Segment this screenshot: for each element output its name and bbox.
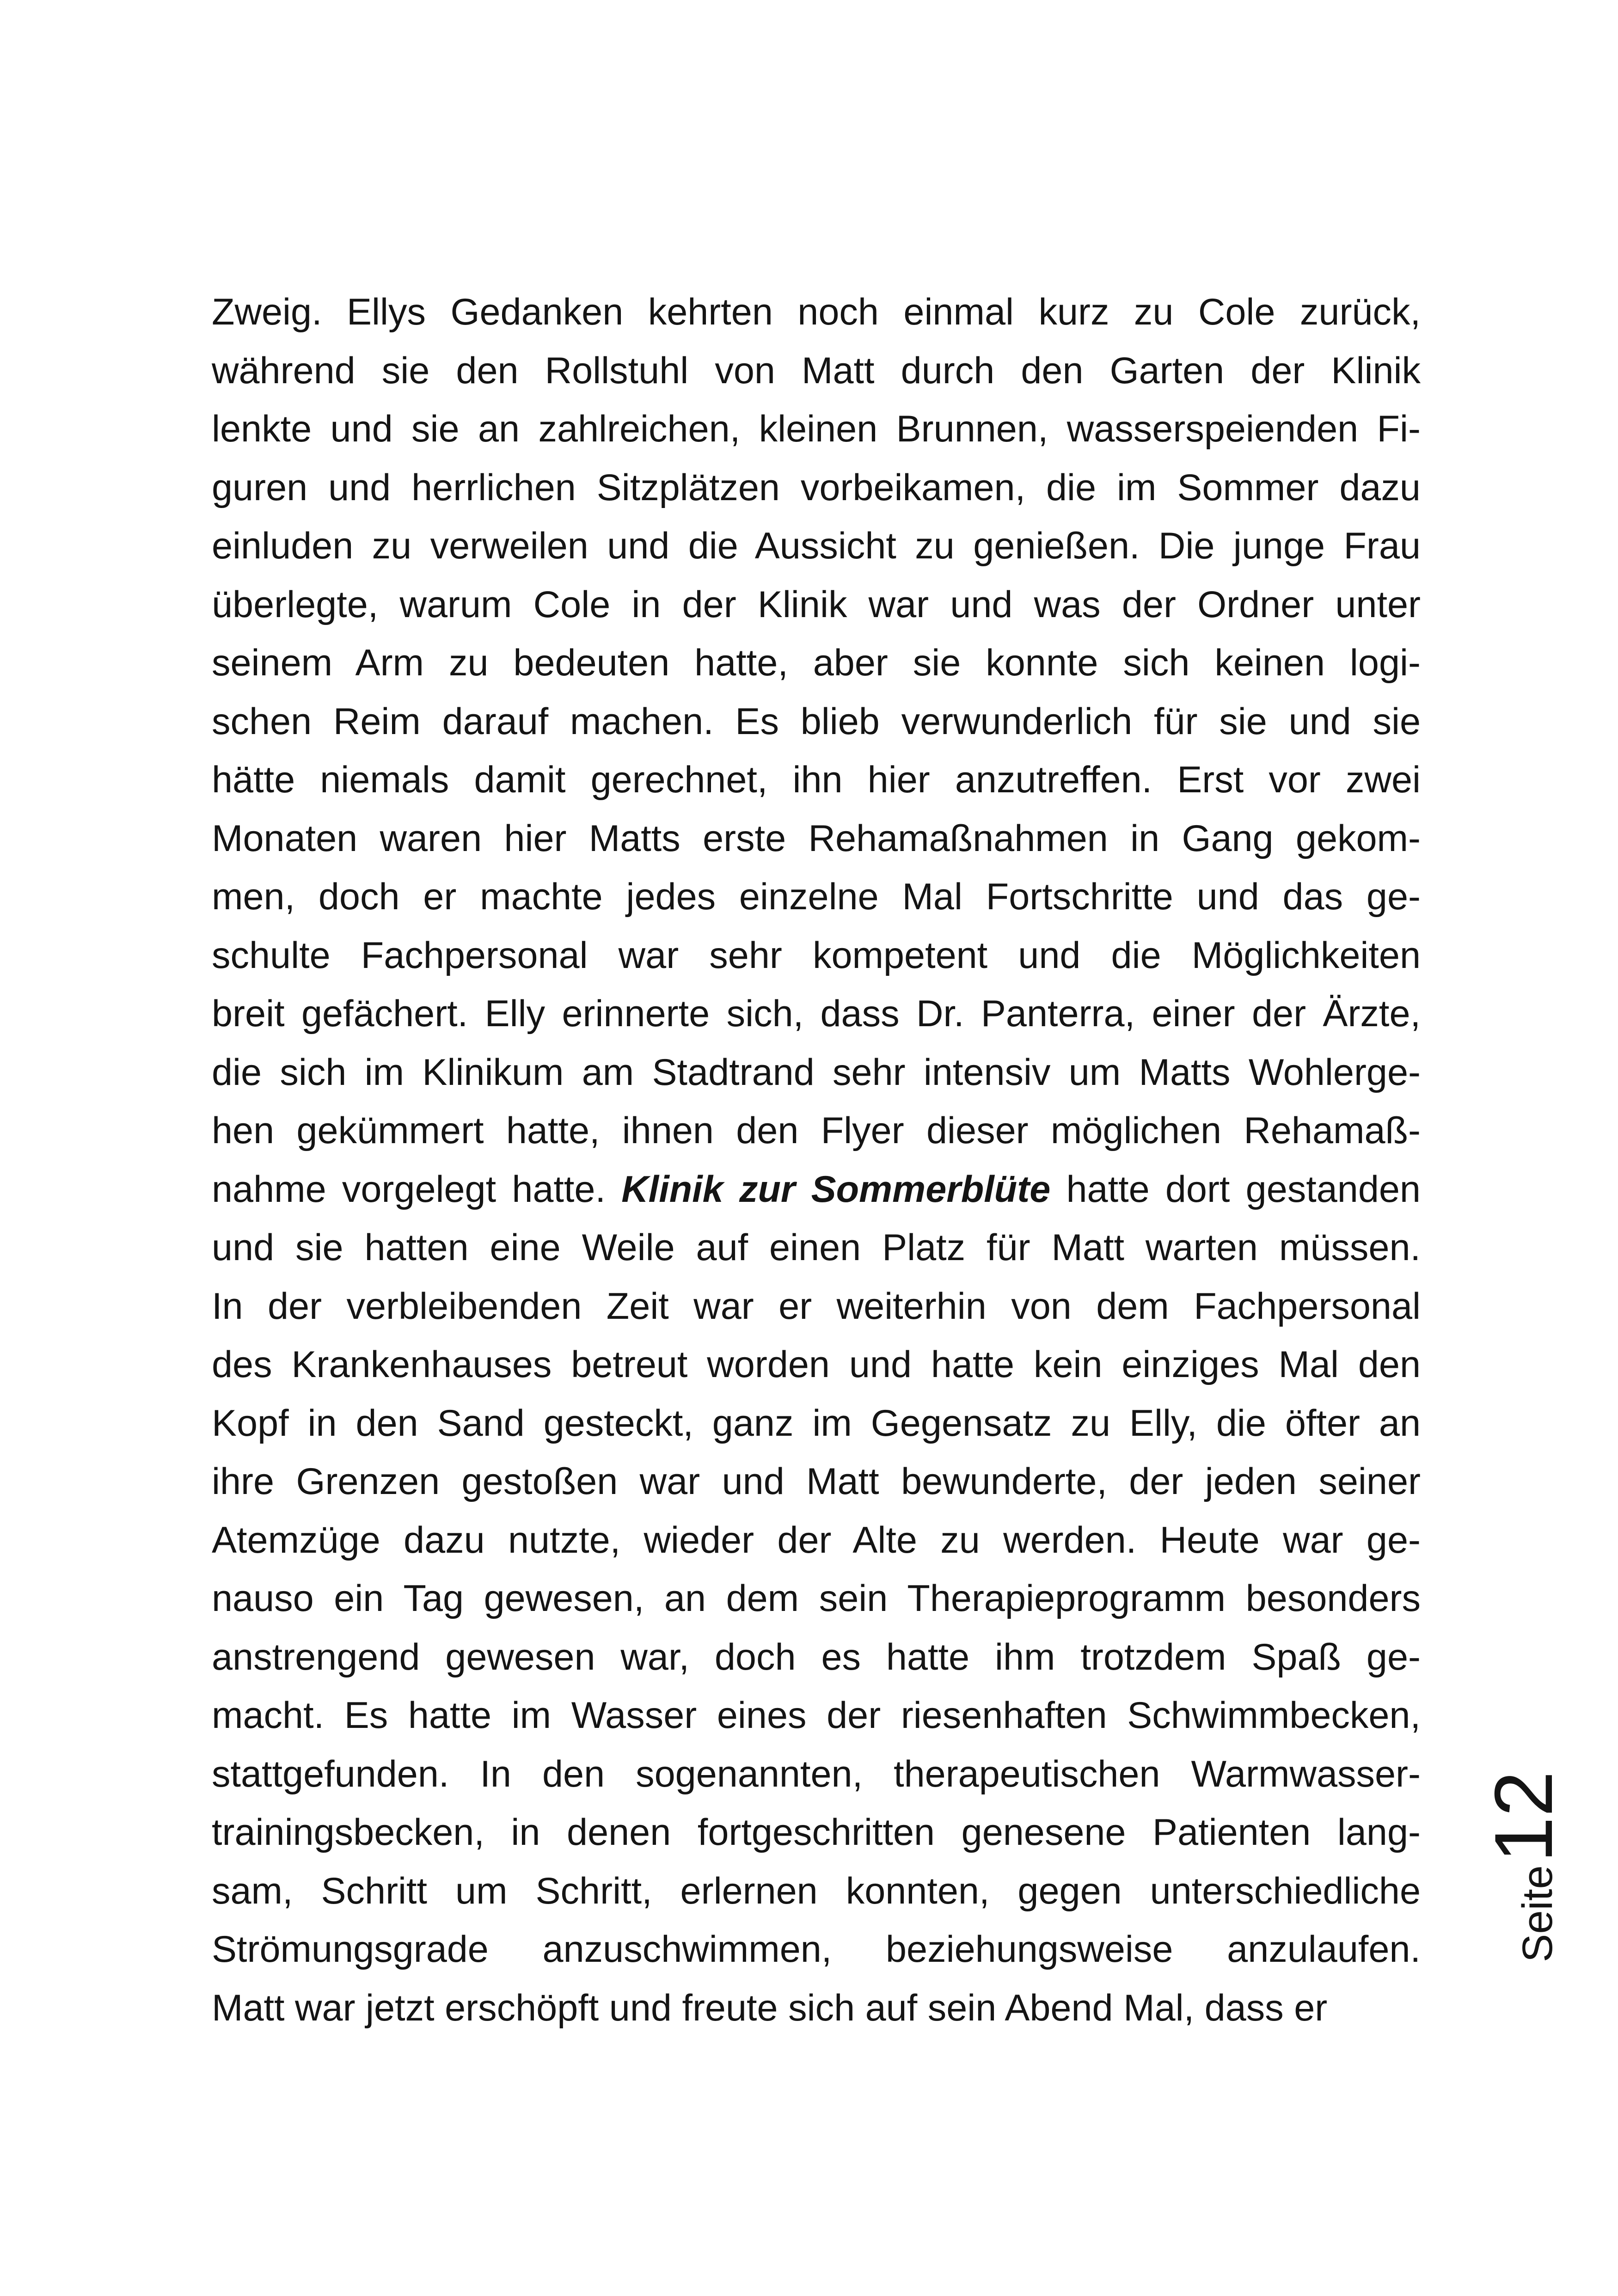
text-line: des Krankenhauses betreut worden und hatte kein einziges Mal den [212,1344,1421,1385]
text-line: men, doch er machte jedes einzelne Mal Fortschritte und das ge- [212,876,1421,918]
text-line: macht. Es hatte im Wasser eines der riesenhaften Schwimmbecken, [212,1695,1421,1736]
page-number-label: Seite [1514,1865,1561,1962]
text-line: trainingsbecken, in denen fortgeschritten genesene Patienten lang- [212,1812,1421,1853]
text-line: während sie den Rollstuhl von Matt durch den Garten der Klinik [212,349,1421,392]
text-line-with-emphasis [212,1160,1421,1219]
text-line: In der verbleibenden Zeit war er weiterhin von dem Fachpersonal [212,1285,1421,1327]
text-line: hen gekümmert hatte, ihnen den Flyer dieser möglichen Rehamaß- [212,1110,1421,1151]
text-line: einluden zu verweilen und die Aussicht zu genießen. Die junge Frau [212,525,1421,567]
text-line: schen Reim darauf machen. Es blieb verwunderlich für sie und sie [212,700,1421,742]
text-line: die sich im Klinikum am Stadtrand sehr intensiv um Matts Wohlerge- [212,1051,1421,1093]
page-number [1477,1771,1569,1962]
text-line: hätte niemals damit gerechnet, ihn hier anzutreffen. Erst vor zwei [212,759,1421,801]
text-segment: nahme vorgelegt hatte. [212,1168,622,1210]
clinic-name-emphasis: Klinik zur Sommerblüte [621,1168,1051,1210]
text-line: schulte Fachpersonal war sehr kompetent und die Möglichkeiten [212,934,1421,976]
text-line: Monaten waren hier Matts erste Rehamaßnahmen in Gang gekom- [212,817,1421,859]
text-line: Kopf in den Sand gesteckt, ganz im Gegensatz zu Elly, die öfter an [212,1402,1421,1444]
text-line: guren und herrlichen Sitzplätzen vorbeikamen, die im Sommer dazu [212,466,1421,508]
text-line: seinem Arm zu bedeuten hatte, aber sie konnte sich keinen logi- [212,642,1421,684]
text-line: lenkte und sie an zahlreichen, kleinen Brunnen, wasserspeienden Fi- [212,408,1421,450]
text-line: Zweig. Ellys Gedanken kehrten noch einmal kurz zu Cole zurück, [212,291,1421,333]
body-text [212,283,1421,2037]
text-segment: hatte dort gestanden [1050,1168,1421,1210]
page-number-value: 12 [1477,1771,1569,1863]
text-line: ihre Grenzen gestoßen war und Matt bewunderte, der jeden seiner [212,1461,1421,1502]
text-line: Strömungsgrade anzuschwimmen, beziehungsweise anzulaufen. [212,1929,1421,1970]
text-line: überlegte, warum Cole in der Klinik war und was der Ordner unter [212,583,1421,625]
text-line: Atemzüge dazu nutzte, wieder der Alte zu werden. Heute war ge- [212,1519,1421,1561]
text-line: und sie hatten eine Weile auf einen Platz für Matt warten müssen. [212,1227,1421,1268]
text-line: nauso ein Tag gewesen, an dem sein Therapieprogramm besonders [212,1578,1421,1619]
text-line: sam, Schritt um Schritt, erlernen konnten, gegen unterschiedliche [212,1870,1421,1912]
text-line: stattgefunden. In den sogenannten, therapeutischen Warmwasser- [212,1753,1421,1795]
text-line: Matt war jetzt erschöpft und freute sich auf sein Abend Mal, dass er [212,1987,1328,2029]
text-line: anstrengend gewesen war, doch es hatte ihm trotzdem Spaß ge- [212,1636,1421,1678]
text-line: breit gefächert. Elly erinnerte sich, dass Dr. Panterra, einer der Ärzte, [212,993,1421,1035]
